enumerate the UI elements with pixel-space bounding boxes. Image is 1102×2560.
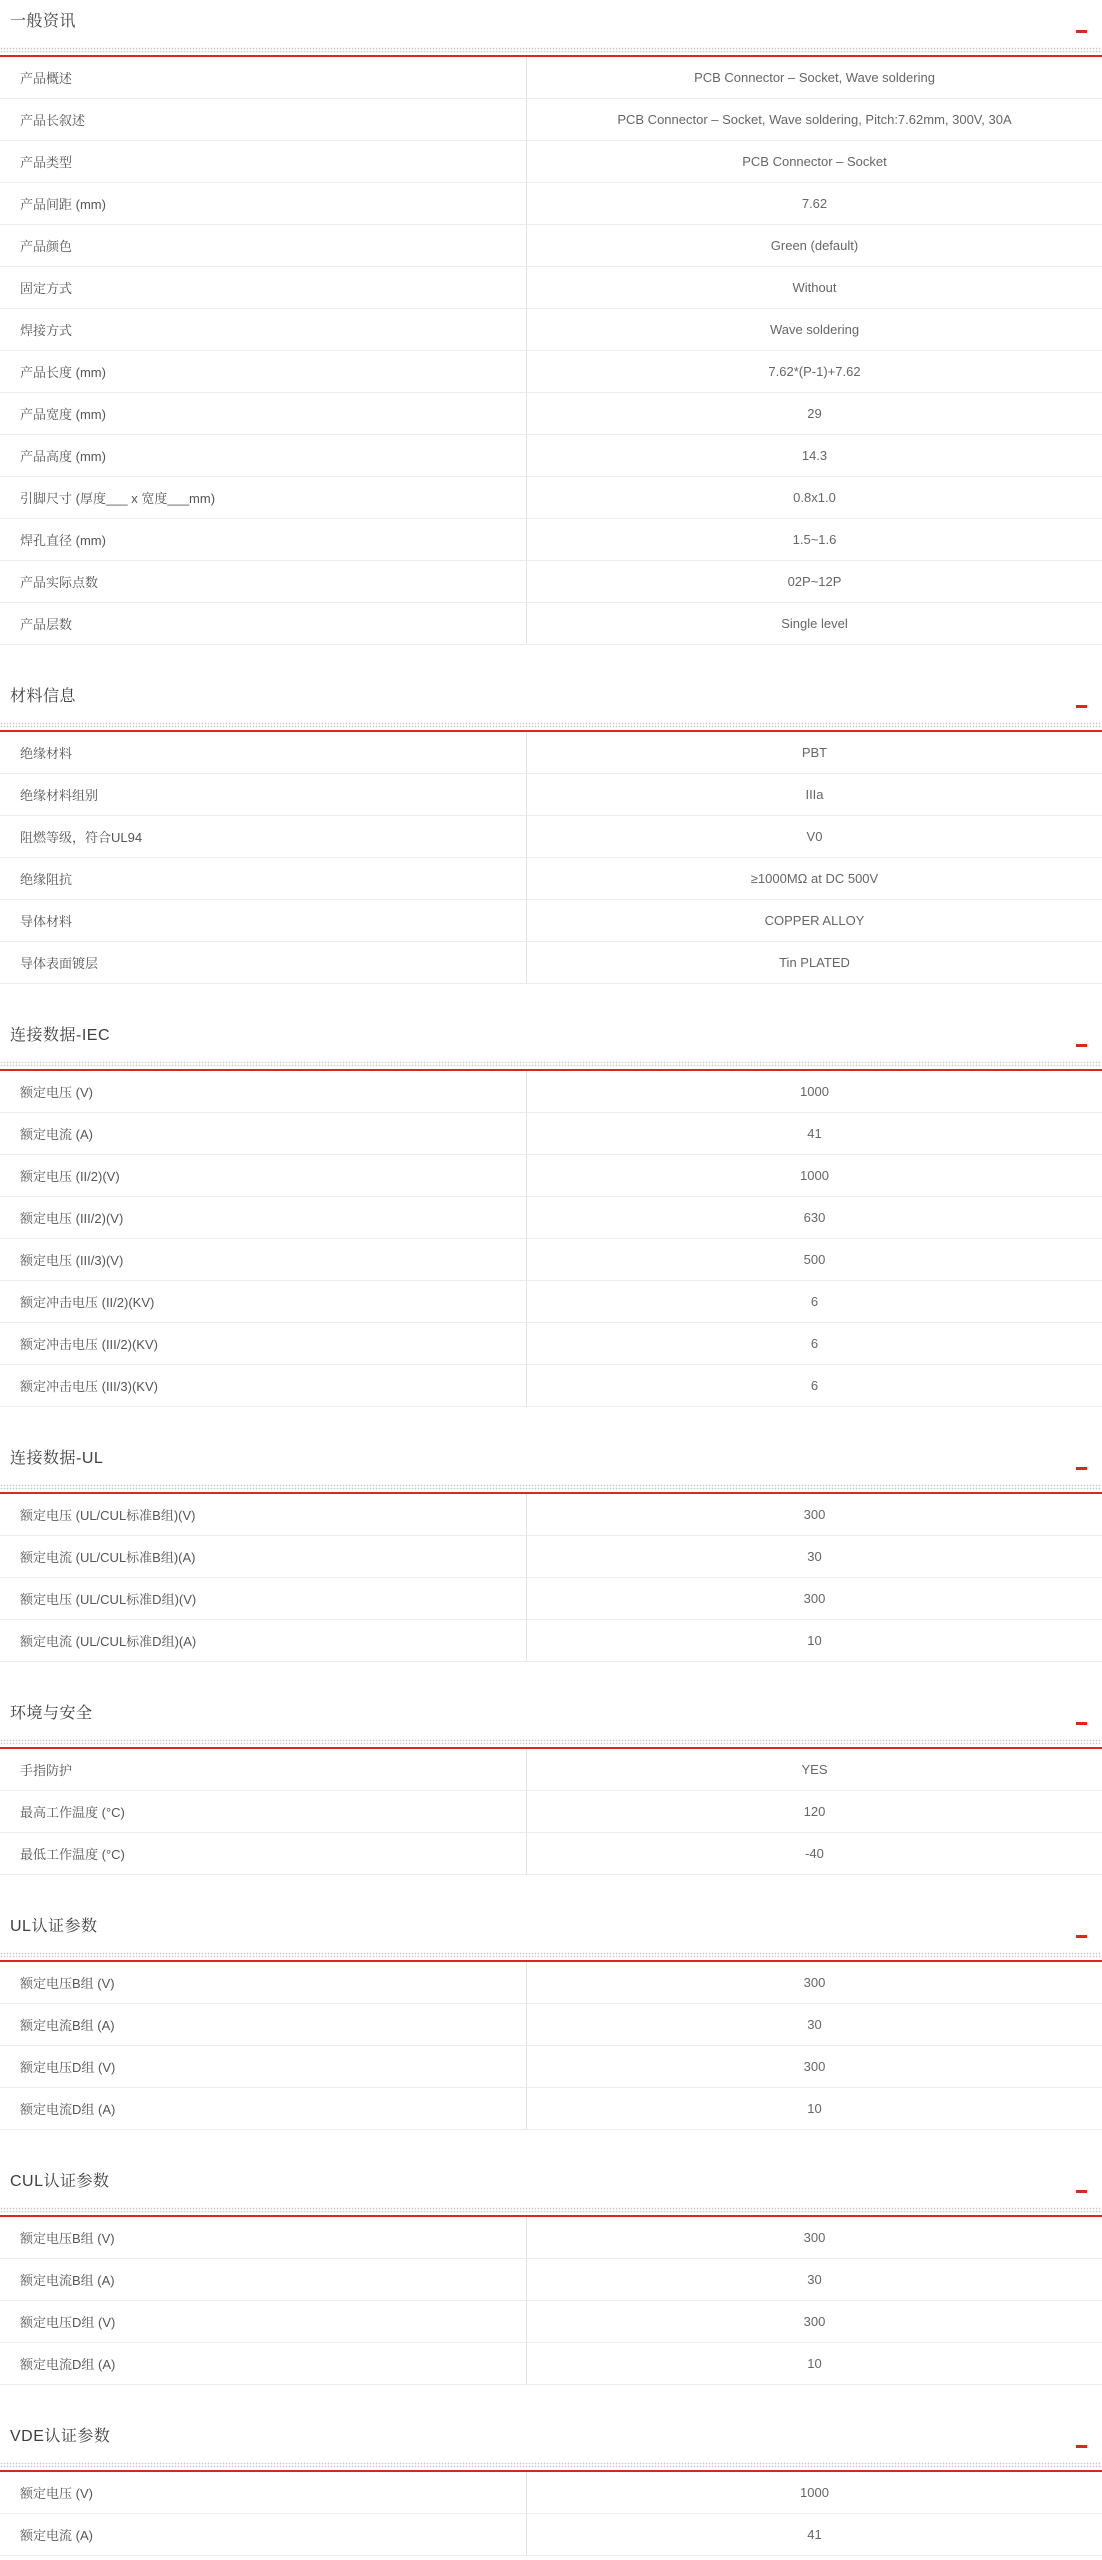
row-label: 绝缘材料组别	[0, 774, 527, 815]
row-label: 额定电流B组 (A)	[0, 2004, 527, 2045]
section-title: 材料信息	[10, 688, 77, 705]
row-label: 额定电压 (III/3)(V)	[0, 1239, 527, 1280]
table-row	[0, 1749, 1102, 1791]
section-header	[0, 1917, 1102, 1952]
row-value: YES	[801, 1762, 828, 1777]
table-row	[0, 309, 1102, 351]
minus-icon	[1076, 705, 1087, 708]
row-label: 额定电流D组 (A)	[0, 2088, 527, 2129]
table-row	[0, 435, 1102, 477]
collapse-section-button[interactable]	[1073, 26, 1090, 36]
section-table	[0, 1749, 1102, 1875]
row-value: 1.5~1.6	[792, 532, 837, 547]
row-value: 300	[803, 1591, 826, 1606]
spec-section	[0, 687, 1102, 984]
table-row	[0, 1113, 1102, 1155]
row-value: Single level	[781, 616, 848, 631]
row-label: 额定电流 (A)	[0, 1113, 527, 1154]
table-row	[0, 900, 1102, 942]
section-title: 一般资讯	[10, 13, 77, 30]
table-row	[0, 2088, 1102, 2130]
table-row	[0, 816, 1102, 858]
table-row	[0, 99, 1102, 141]
table-row	[0, 183, 1102, 225]
dotted-divider	[0, 2462, 1102, 2468]
section-header	[0, 687, 1102, 722]
table-row	[0, 2301, 1102, 2343]
dotted-divider	[0, 722, 1102, 728]
table-row	[0, 351, 1102, 393]
row-value: 300	[803, 2314, 826, 2329]
row-label: 产品实际点数	[0, 561, 527, 602]
row-value: 1000	[800, 1084, 829, 1099]
table-row	[0, 858, 1102, 900]
row-value: 41	[807, 2527, 822, 2542]
row-label: 额定电压B组 (V)	[0, 2217, 527, 2258]
row-label: 额定电压 (V)	[0, 1071, 527, 1112]
table-row	[0, 1365, 1102, 1407]
row-value: 6	[810, 1294, 819, 1309]
collapse-section-button[interactable]	[1073, 1931, 1090, 1941]
section-header	[0, 12, 1102, 47]
row-label: 产品长度 (mm)	[0, 351, 527, 392]
row-value: 30	[807, 2017, 822, 2032]
table-row	[0, 1620, 1102, 1662]
minus-icon	[1076, 2445, 1087, 2448]
row-value: 120	[803, 1804, 826, 1819]
section-table	[0, 1071, 1102, 1407]
collapse-section-button[interactable]	[1073, 1718, 1090, 1728]
table-row	[0, 393, 1102, 435]
minus-icon	[1076, 1935, 1087, 1938]
table-row	[0, 1578, 1102, 1620]
row-value: 6	[810, 1336, 819, 1351]
row-value: 41	[807, 1126, 822, 1141]
row-value: 6	[810, 1378, 819, 1393]
row-label: 额定冲击电压 (II/2)(KV)	[0, 1281, 527, 1322]
dotted-divider	[0, 1061, 1102, 1067]
row-value: V0	[806, 829, 823, 844]
row-value: 300	[803, 1975, 826, 1990]
table-row	[0, 942, 1102, 984]
row-label: 最低工作温度 (°C)	[0, 1833, 527, 1874]
row-label: 产品高度 (mm)	[0, 435, 527, 476]
table-row	[0, 561, 1102, 603]
minus-icon	[1076, 1467, 1087, 1470]
spec-section	[0, 1449, 1102, 1662]
minus-icon	[1076, 2190, 1087, 2193]
row-label: 产品概述	[0, 57, 527, 98]
row-label: 额定电流 (UL/CUL标准D组)(A)	[0, 1620, 527, 1661]
section-header	[0, 2172, 1102, 2207]
row-label: 额定电压 (II/2)(V)	[0, 1155, 527, 1196]
collapse-section-button[interactable]	[1073, 2186, 1090, 2196]
row-value: 10	[807, 1633, 822, 1648]
table-row	[0, 603, 1102, 645]
section-header	[0, 1026, 1102, 1061]
row-value: 10	[807, 2101, 822, 2116]
dotted-divider	[0, 1952, 1102, 1958]
row-value: 300	[803, 2230, 826, 2245]
spec-section	[0, 1917, 1102, 2130]
row-value: 1000	[800, 1168, 829, 1183]
minus-icon	[1076, 1722, 1087, 1725]
row-value: 7.62*(P-1)+7.62	[768, 364, 861, 379]
row-value: IIIa	[805, 787, 824, 802]
row-value: Without	[792, 280, 837, 295]
row-value: 630	[803, 1210, 826, 1225]
table-row	[0, 2004, 1102, 2046]
row-label: 导体表面镀层	[0, 942, 527, 983]
row-label: 最高工作温度 (°C)	[0, 1791, 527, 1832]
row-label: 额定电压 (III/2)(V)	[0, 1197, 527, 1238]
table-row	[0, 1791, 1102, 1833]
row-label: 额定电流 (A)	[0, 2514, 527, 2555]
row-value: 10	[807, 2356, 822, 2371]
spec-section	[0, 2172, 1102, 2385]
table-row	[0, 2217, 1102, 2259]
row-label: 产品宽度 (mm)	[0, 393, 527, 434]
row-label: 产品颜色	[0, 225, 527, 266]
row-value: PCB Connector – Socket, Wave soldering, Pitch:7.62mm, 300V, 30A	[617, 112, 1012, 127]
row-value: PCB Connector – Socket, Wave soldering	[694, 70, 935, 85]
row-label: 绝缘材料	[0, 732, 527, 773]
row-label: 额定电流D组 (A)	[0, 2343, 527, 2384]
row-value: ≥1000MΩ at DC 500V	[750, 871, 879, 886]
table-row	[0, 1155, 1102, 1197]
row-label: 引脚尺寸 (厚度___ x 宽度___mm)	[0, 477, 527, 518]
row-value: 300	[803, 2059, 826, 2074]
section-table	[0, 57, 1102, 645]
row-value: 7.62	[801, 196, 828, 211]
table-row	[0, 1323, 1102, 1365]
row-label: 焊孔直径 (mm)	[0, 519, 527, 560]
row-label: 额定电流B组 (A)	[0, 2259, 527, 2300]
table-row	[0, 1071, 1102, 1113]
row-value: 30	[807, 2272, 822, 2287]
section-table	[0, 2472, 1102, 2556]
table-row	[0, 2514, 1102, 2556]
table-row	[0, 1536, 1102, 1578]
row-value: -40	[805, 1846, 824, 1861]
section-table	[0, 2217, 1102, 2385]
row-label: 固定方式	[0, 267, 527, 308]
spec-section	[0, 2427, 1102, 2556]
table-row	[0, 1962, 1102, 2004]
row-label: 额定冲击电压 (III/2)(KV)	[0, 1323, 527, 1364]
table-row	[0, 57, 1102, 99]
section-table	[0, 732, 1102, 984]
row-label: 产品长叙述	[0, 99, 527, 140]
section-header	[0, 2427, 1102, 2462]
table-row	[0, 732, 1102, 774]
row-label: 额定电压D组 (V)	[0, 2301, 527, 2342]
row-value: 02P~12P	[787, 574, 842, 589]
row-label: 焊接方式	[0, 309, 527, 350]
row-value: Tin PLATED	[779, 955, 850, 970]
row-label: 产品层数	[0, 603, 527, 644]
section-title: VDE认证参数	[10, 2428, 111, 2445]
row-value: 0.8x1.0	[793, 490, 836, 505]
table-row	[0, 141, 1102, 183]
table-row	[0, 2046, 1102, 2088]
row-label: 产品类型	[0, 141, 527, 182]
row-label: 额定电压 (UL/CUL标准B组)(V)	[0, 1494, 527, 1535]
table-row	[0, 2259, 1102, 2301]
table-row	[0, 519, 1102, 561]
section-table	[0, 1494, 1102, 1662]
section-table	[0, 1962, 1102, 2130]
table-row	[0, 477, 1102, 519]
dotted-divider	[0, 2207, 1102, 2213]
row-label: 导体材料	[0, 900, 527, 941]
table-row	[0, 1494, 1102, 1536]
dotted-divider	[0, 1484, 1102, 1490]
table-row	[0, 267, 1102, 309]
minus-icon	[1076, 1044, 1087, 1047]
table-row	[0, 225, 1102, 267]
row-value: 300	[803, 1507, 826, 1522]
row-label: 产品间距 (mm)	[0, 183, 527, 224]
row-value: 1000	[800, 2485, 829, 2500]
row-value: 500	[803, 1252, 826, 1267]
dotted-divider	[0, 1739, 1102, 1745]
row-value: Green (default)	[770, 238, 859, 253]
row-label: 额定电压B组 (V)	[0, 1962, 527, 2003]
spec-section	[0, 12, 1102, 645]
row-label: 额定电压 (V)	[0, 2472, 527, 2513]
collapse-section-button[interactable]	[1073, 701, 1090, 711]
row-label: 额定冲击电压 (III/3)(KV)	[0, 1365, 527, 1406]
spec-section	[0, 1704, 1102, 1875]
row-label: 阻燃等级，符合UL94	[0, 816, 527, 857]
section-title: 环境与安全	[10, 1705, 93, 1722]
collapse-section-button[interactable]	[1073, 1040, 1090, 1050]
dotted-divider	[0, 47, 1102, 53]
table-row	[0, 774, 1102, 816]
section-title: 连接数据-IEC	[10, 1027, 111, 1044]
section-header	[0, 1704, 1102, 1739]
row-value: Wave soldering	[769, 322, 860, 337]
table-row	[0, 1197, 1102, 1239]
table-row	[0, 1239, 1102, 1281]
row-value: PCB Connector – Socket	[742, 154, 887, 169]
row-value: 29	[807, 406, 822, 421]
collapse-section-button[interactable]	[1073, 1463, 1090, 1473]
row-value: PBT	[801, 745, 828, 760]
row-label: 额定电压D组 (V)	[0, 2046, 527, 2087]
section-header	[0, 1449, 1102, 1484]
row-value: 14.3	[801, 448, 828, 463]
section-title: CUL认证参数	[10, 2173, 110, 2190]
table-row	[0, 2343, 1102, 2385]
section-title: 连接数据-UL	[10, 1450, 104, 1467]
table-row	[0, 1833, 1102, 1875]
table-row	[0, 1281, 1102, 1323]
row-label: 额定电压 (UL/CUL标准D组)(V)	[0, 1578, 527, 1619]
minus-icon	[1076, 30, 1087, 33]
row-label: 绝缘阻抗	[0, 858, 527, 899]
collapse-section-button[interactable]	[1073, 2441, 1090, 2451]
table-row	[0, 2472, 1102, 2514]
row-label: 额定电流 (UL/CUL标准B组)(A)	[0, 1536, 527, 1577]
row-label: 手指防护	[0, 1749, 527, 1790]
row-value: 30	[807, 1549, 822, 1564]
section-title: UL认证参数	[10, 1918, 98, 1935]
spec-section	[0, 1026, 1102, 1407]
row-value: COPPER ALLOY	[764, 913, 865, 928]
